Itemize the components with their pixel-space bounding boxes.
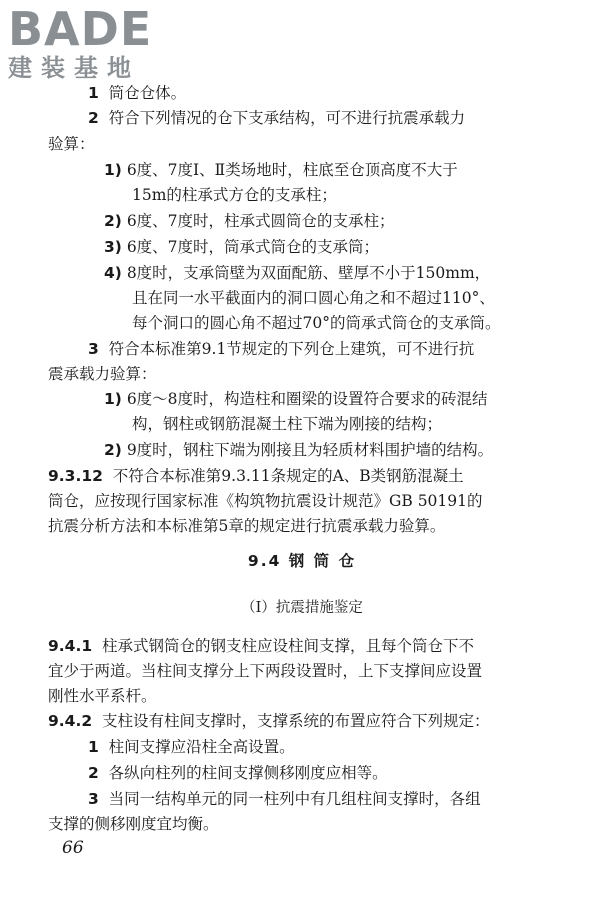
text-line: 震承载力验算： bbox=[48, 365, 157, 383]
text-line: 2) 6度、7度时，柱承式圆筒仓的支承柱； bbox=[104, 212, 395, 230]
text-line: 3) 6度、7度时，筒承式筒仓的支承筒； bbox=[104, 238, 380, 256]
text-line: 筒仓，应按现行国家标准《构筑物抗震设计规范》GB 50191的 bbox=[48, 492, 483, 510]
text-line: 1 柱间支撑应沿柱全高设置。 bbox=[88, 738, 295, 756]
text-line: 2) 9度时，钢柱下端为刚接且为轻质材料围护墙的结构。 bbox=[104, 441, 494, 459]
text-line: 2 各纵向柱列的柱间支撑侧移刚度应相等。 bbox=[88, 764, 388, 782]
section-title: 9.4 钢 筒 仓 bbox=[247, 552, 357, 570]
text-line: 验算： bbox=[48, 135, 95, 153]
text-line: 1 筒仓仓体。 bbox=[88, 84, 187, 102]
text-line: 1) 6度～8度时，构造柱和圈梁的设置符合要求的砖混结 bbox=[104, 390, 488, 408]
logo-subtitle: 建装基地 bbox=[8, 54, 140, 82]
text-line: 9.4.1 柱承式钢筒仓的钢支柱应设柱间支撑，且每个筒仓下不 bbox=[48, 637, 475, 655]
text-line: 且在同一水平截面内的洞口圆心角之和不超过110°、 bbox=[132, 289, 495, 307]
text-line: 每个洞口的圆心角不超过70°的筒承式筒仓的支承筒。 bbox=[132, 314, 501, 332]
text-line: 4) 8度时，支承筒壁为双面配筋、壁厚不小于150mm， bbox=[104, 264, 491, 282]
brand-logo bbox=[8, 2, 153, 82]
text-line: 支撑的侧移刚度宜均衡。 bbox=[48, 815, 219, 833]
text-line: 宜少于两道。当柱间支撑分上下两段设置时，上下支撑间应设置 bbox=[48, 662, 483, 680]
text-line: 抗震分析方法和本标准第5章的规定进行抗震承载力验算。 bbox=[48, 517, 446, 535]
text-line: 3 当同一结构单元的同一柱列中有几组柱间支撑时，各组 bbox=[88, 790, 481, 808]
logo-wordmark: BADE bbox=[8, 2, 153, 56]
text-line: 9.3.12 不符合本标准第9.3.11条规定的A、B类钢筋混凝土 bbox=[48, 467, 464, 485]
subsection-title: （Ⅰ）抗震措施鉴定 bbox=[241, 600, 363, 616]
text-line: 15m的柱承式方仓的支承柱； bbox=[132, 186, 337, 204]
text-line: 构，钢柱或钢筋混凝土柱下端为刚接的结构； bbox=[132, 415, 443, 433]
text-line: 9.4.2 支柱设有柱间支撑时，支撑系统的布置应符合下列规定： bbox=[48, 712, 490, 730]
text-line: 刚性水平系杆。 bbox=[48, 687, 157, 705]
page-number: 66 bbox=[62, 838, 84, 858]
text-line: 1) 6度、7度Ⅰ、Ⅱ类场地时，柱底至仓顶高度不大于 bbox=[104, 161, 458, 179]
text-line: 2 符合下列情况的仓下支承结构，可不进行抗震承载力 bbox=[88, 109, 466, 127]
text-line: 3 符合本标准第9.1节规定的下列仓上建筑，可不进行抗 bbox=[88, 340, 475, 358]
